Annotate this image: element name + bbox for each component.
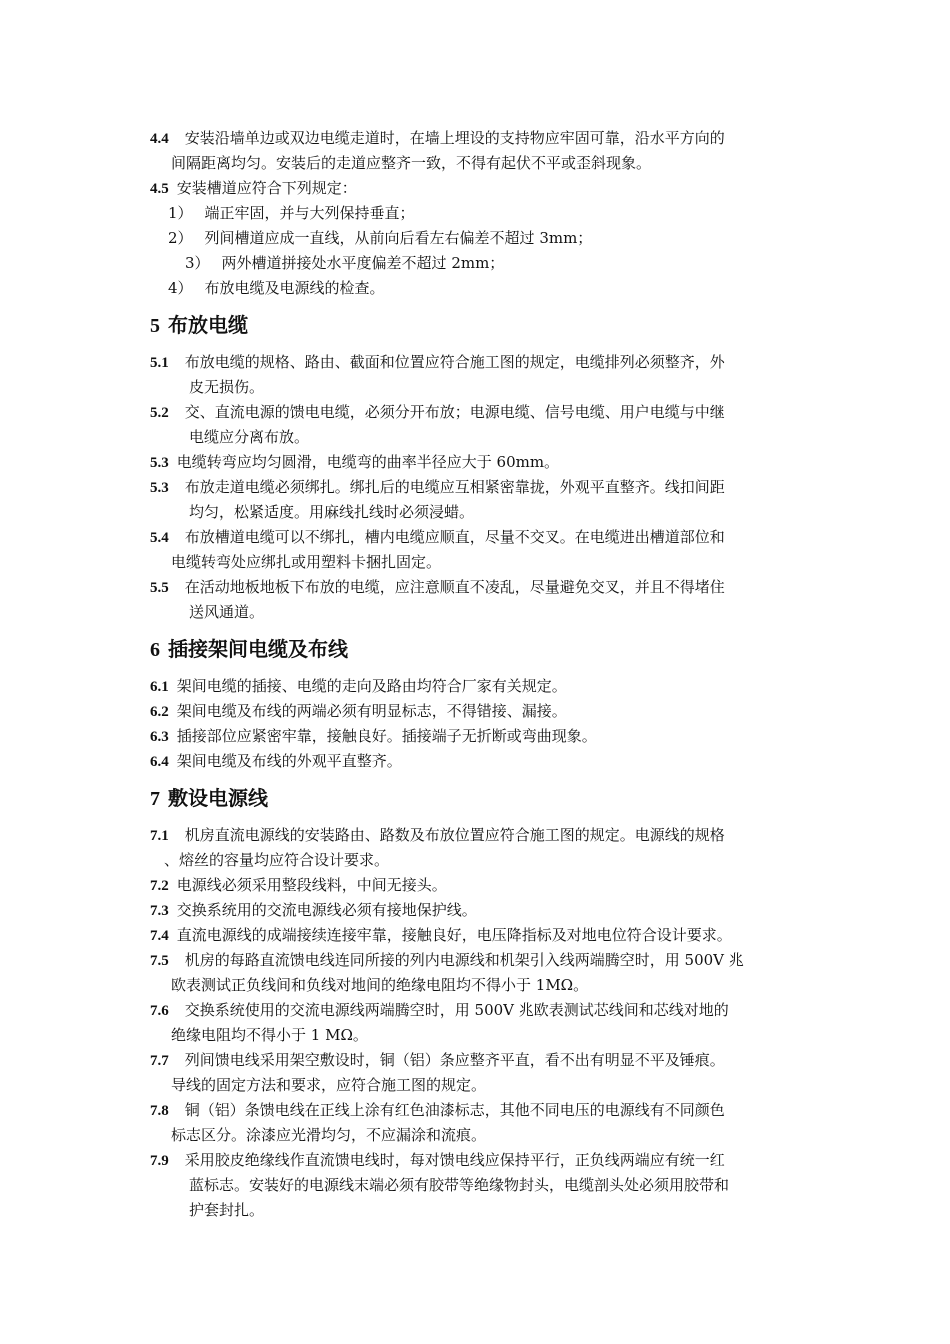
clause-text-continued: 电缆转弯处应绑扎或用塑料卡捆扎固定。 [171,553,442,571]
section-number: 6 [150,639,160,661]
sub-item-number: 1） [168,204,193,222]
clause-5-4 [150,527,725,548]
sub-item-number: 3） [185,254,210,272]
sub-item-4 [168,278,385,298]
clause-text-continued: 电缆应分离布放。 [189,428,310,446]
clause-text: 架间电缆及布线的两端必须有明显标志，不得错接、漏接。 [176,702,567,720]
clause-text-continued: 、熔丝的容量均应符合设计要求。 [164,851,390,869]
clause-text: 安装沿墙单边或双边电缆走道时，在墙上埋设的支持物应牢固可靠，沿水平方向的 [184,129,725,147]
clause-4-5 [150,178,357,199]
sub-item-2 [168,228,592,248]
clause-text-continued: 间隔距离均匀。安装后的走道应整齐一致，不得有起伏不平或歪斜现象。 [171,154,652,172]
clause-text-continued: 皮无损伤。 [189,378,265,396]
section-heading-6 [150,636,348,663]
clause-text: 铜（铝）条馈电线在正线上涂有红色油漆标志，其他不同电压的电源线有不同颜色 [184,1101,725,1119]
clause-text: 列间馈电线采用架空敷设时，铜（铝）条应整齐平直，看不出有明显不平及锤痕。 [184,1051,725,1069]
clause-number: 7.9 [150,1153,169,1169]
clause-number: 6.4 [150,754,169,770]
clause-text: 布放槽道电缆可以不绑扎，槽内电缆应顺直，尽量不交叉。在电缆进出槽道部位和 [184,528,725,546]
clause-6-4 [150,751,402,772]
clause-text-continued: 标志区分。涂漆应光滑均匀，不应漏涂和流痕。 [171,1126,487,1144]
sub-item-number: 2） [168,229,193,247]
clause-text: 交换系统使用的交流电源线两端腾空时，用 500V 兆欧表测试芯线间和芯线对地的 [184,1001,729,1019]
clause-7-9 [150,1150,725,1171]
clause-number: 5.3 [150,480,169,496]
clause-number: 6.3 [150,729,169,745]
sub-item-3 [185,253,504,273]
clause-number: 7.7 [150,1053,169,1069]
clause-text: 架间电缆及布线的外观平直整齐。 [176,752,402,770]
clause-number: 7.8 [150,1103,169,1119]
clause-text: 交、直流电源的馈电电缆，必须分开布放；电源电缆、信号电缆、用户电缆与中继 [184,403,725,421]
clause-6-1 [150,676,567,697]
section-number: 7 [150,788,160,810]
clause-number: 7.2 [150,878,169,894]
clause-number: 5.5 [150,580,169,596]
clause-6-2 [150,701,567,722]
sub-item-text: 两外槽道拼接处水平度偏差不超过 2mm； [221,254,505,272]
clause-7-4 [150,925,732,946]
clause-number: 7.5 [150,953,169,969]
clause-4-4 [150,128,725,149]
section-heading-5 [150,312,248,339]
clause-text-continued: 绝缘电阻均不得小于 1 MΩ。 [171,1026,368,1044]
clause-7-8 [150,1100,725,1121]
clause-text-continued: 均匀，松紧适度。用麻线扎线时必须浸蜡。 [189,503,475,521]
clause-7-1 [150,825,725,846]
clause-5-2 [150,402,725,423]
clause-number: 7.6 [150,1003,169,1019]
clause-text: 在活动地板地板下布放的电缆，应注意顺直不凌乱，尽量避免交叉，并且不得堵住 [184,578,725,596]
clause-number: 4.5 [150,181,169,197]
clause-number: 6.1 [150,679,169,695]
clause-text: 安装槽道应符合下列规定： [176,179,357,197]
section-number: 5 [150,315,160,337]
clause-text-continued: 导线的固定方法和要求，应符合施工图的规定。 [171,1076,487,1094]
clause-text: 直流电源线的成端接续连接牢靠，接触良好，电压降指标及对地电位符合设计要求。 [176,926,732,944]
sub-item-text: 端正牢固，并与大列保持垂直； [204,204,415,222]
clause-5-5 [150,577,725,598]
clause-number: 5.2 [150,405,169,421]
clause-text: 架间电缆的插接、电缆的走向及路由均符合厂家有关规定。 [176,677,567,695]
clause-5-3a [150,452,559,473]
clause-text: 交换系统用的交流电源线必须有接地保护线。 [176,901,477,919]
clause-6-3 [150,726,597,747]
section-title: 插接架间电缆及布线 [168,637,348,661]
clause-number: 5.4 [150,530,169,546]
clause-text: 机房直流电源线的安装路由、路数及布放位置应符合施工图的规定。电源线的规格 [184,826,725,844]
clause-number: 4.4 [150,131,169,147]
clause-text: 布放电缆的规格、路由、截面和位置应符合施工图的规定，电缆排列必须整齐，外 [184,353,725,371]
clause-number: 5.3 [150,455,169,471]
clause-text: 插接部位应紧密牢靠，接触良好。插接端子无折断或弯曲现象。 [176,727,597,745]
clause-text: 机房的每路直流馈电线连同所接的列内电源线和机架引入线两端腾空时，用 500V 兆 [184,951,744,969]
clause-text: 电源线必须采用整段线料，中间无接头。 [176,876,447,894]
sub-item-text: 列间槽道应成一直线，从前向后看左右偏差不超过 3mm； [204,229,593,247]
clause-number: 7.3 [150,903,169,919]
clause-7-6 [150,1000,729,1021]
clause-number: 5.1 [150,355,169,371]
section-heading-7 [150,785,268,812]
clause-number: 7.4 [150,928,169,944]
clause-5-1 [150,352,725,373]
clause-7-7 [150,1050,725,1071]
clause-text-continued: 护套封扎。 [189,1201,265,1219]
sub-item-1 [168,203,415,223]
clause-text: 电缆转弯应均匀圆滑，电缆弯的曲率半径应大于 60mm。 [176,453,560,471]
section-title: 布放电缆 [168,313,248,337]
section-title: 敷设电源线 [168,786,268,810]
clause-text: 采用胶皮绝缘线作直流馈电线时，每对馈电线应保持平行，正负线两端应有统一红 [184,1151,725,1169]
clause-7-2 [150,875,447,896]
clause-text-continued: 送风通道。 [189,603,265,621]
clause-text: 布放走道电缆必须绑扎。绑扎后的电缆应互相紧密靠拢，外观平直整齐。线扣间距 [184,478,725,496]
sub-item-text: 布放电缆及电源线的检查。 [204,279,385,297]
sub-item-number: 4） [168,279,193,297]
clause-text-continued: 欧表测试正负线间和负线对地间的绝缘电阻均不得小于 1MΩ。 [171,976,589,994]
clause-text-continued: 蓝标志。安装好的电源线末端必须有胶带等绝缘物封头，电缆剖头处必须用胶带和 [189,1176,730,1194]
clause-7-5 [150,950,744,971]
clause-number: 6.2 [150,704,169,720]
clause-5-3b [150,477,725,498]
clause-number: 7.1 [150,828,169,844]
clause-7-3 [150,900,477,921]
